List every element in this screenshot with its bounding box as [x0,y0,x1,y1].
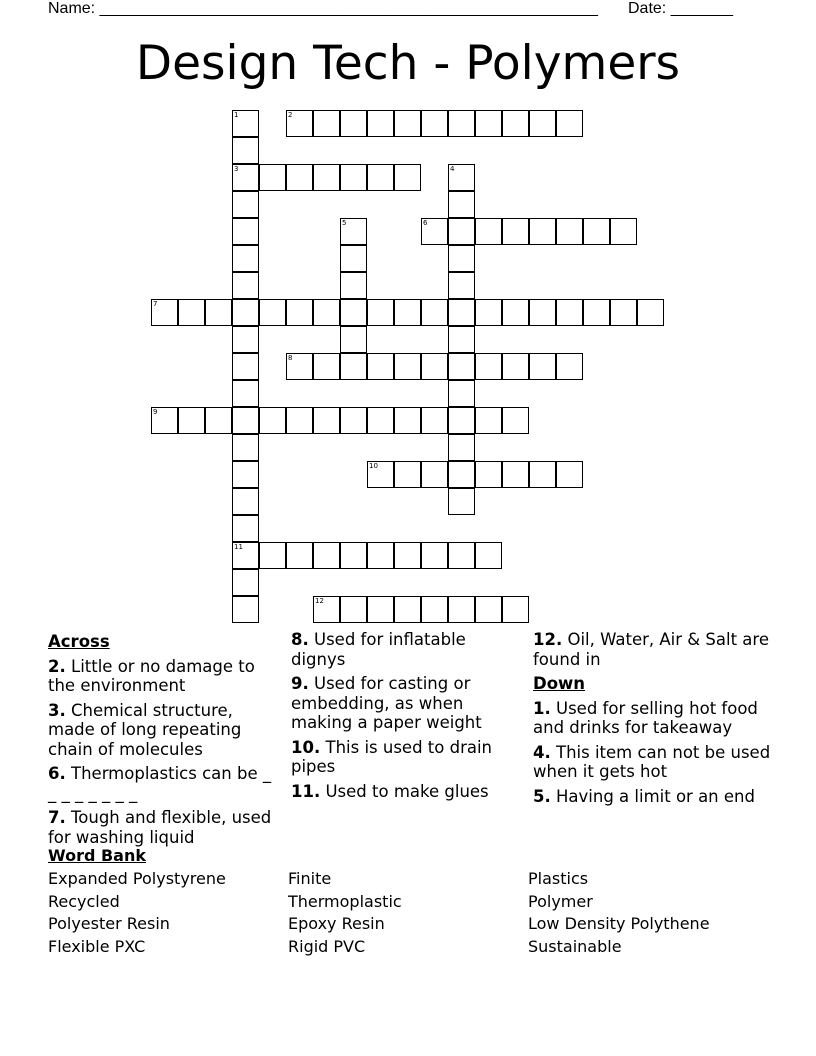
crossword-cell[interactable] [232,110,259,137]
crossword-cell[interactable] [340,407,367,434]
clue-number: 7 [153,300,158,308]
clue-column-1 [48,630,278,852]
crossword-cell[interactable] [394,461,421,488]
crossword-cell[interactable] [421,461,448,488]
word-bank-column-2 [288,868,402,958]
crossword-cell[interactable] [448,164,475,191]
crossword-cell[interactable] [475,596,502,623]
crossword-cell[interactable] [475,407,502,434]
crossword-cell[interactable] [421,218,448,245]
across-heading: Across [48,632,110,651]
crossword-cell[interactable] [394,110,421,137]
crossword-cell[interactable] [475,218,502,245]
crossword-cell[interactable] [232,353,259,380]
crossword-cell[interactable] [232,299,259,326]
clue-down-4: 4. This item can not be used when it gets hot [533,742,771,781]
crossword-cell[interactable] [367,299,394,326]
word-bank-item: Rigid PVC [288,936,366,956]
crossword-cell[interactable] [448,245,475,272]
crossword-cell[interactable] [367,110,394,137]
crossword-cell[interactable] [448,434,475,461]
crossword-cell[interactable] [394,299,421,326]
crossword-cell[interactable] [340,326,367,353]
crossword-cell[interactable] [529,353,556,380]
clue-number: 10 [369,462,378,470]
down-heading: Down [533,674,586,693]
crossword-cell[interactable] [340,299,367,326]
word-bank-item: Finite [288,869,332,888]
crossword-cell[interactable] [610,218,637,245]
clue-number: 12 [315,597,324,605]
word-bank-item: Flexible PXC [48,936,146,956]
crossword-cell[interactable] [610,299,637,326]
word-bank-item: Expanded Polystyrene [48,869,226,888]
crossword-cell[interactable] [232,461,259,488]
clue-down-5: 5. Having a limit or an end [533,786,755,806]
crossword-cell[interactable] [421,299,448,326]
crossword-cell[interactable] [232,488,259,515]
crossword-cell[interactable] [448,326,475,353]
crossword-cell[interactable] [448,461,475,488]
crossword-cell[interactable] [232,569,259,596]
crossword-cell[interactable] [232,380,259,407]
clue-column-2 [291,630,519,806]
clue-number: 1 [234,111,239,119]
crossword-cell[interactable] [205,299,232,326]
page-title: Design Tech - Polymers [135,36,681,91]
crossword-cell[interactable] [502,353,529,380]
crossword-cell[interactable] [448,299,475,326]
crossword-cell[interactable] [205,407,232,434]
crossword-cell[interactable] [394,353,421,380]
crossword-cell[interactable] [340,353,367,380]
crossword-cell[interactable] [394,542,421,569]
word-bank-item: Polymer [528,891,593,911]
crossword-cell[interactable] [340,272,367,299]
crossword-cell[interactable] [637,299,664,326]
crossword-cell[interactable] [421,596,448,623]
clue-across-7: 7. Tough and flexible, used for washing liquid [48,808,272,847]
crossword-cell[interactable] [340,110,367,137]
crossword-cell[interactable] [367,461,394,488]
crossword-cell[interactable] [367,353,394,380]
crossword-cell[interactable] [502,218,529,245]
crossword-cell[interactable] [367,164,394,191]
crossword-cell[interactable] [232,515,259,542]
word-bank-item: Epoxy Resin [288,914,385,933]
crossword-cell[interactable] [232,326,259,353]
clue-number: 9 [153,408,158,416]
crossword-cell[interactable] [502,407,529,434]
crossword-cell[interactable] [448,407,475,434]
crossword-cell[interactable] [313,407,340,434]
crossword-cell[interactable] [448,542,475,569]
crossword-cell[interactable] [583,299,610,326]
clue-across-2: 2. Little or no damage to the environment [48,656,255,695]
clue-number: 11 [234,543,243,551]
crossword-cell[interactable] [232,137,259,164]
clue-across-6: 6. Thermoplastics can be _ _ _ _ _ _ _ _ [48,764,272,803]
clue-number: 8 [288,354,293,362]
word-bank-item: Plastics [528,869,589,888]
crossword-cell[interactable] [340,245,367,272]
crossword-cell[interactable] [259,542,286,569]
crossword-cell[interactable] [313,542,340,569]
crossword-cell[interactable] [313,164,340,191]
crossword-cell[interactable] [448,596,475,623]
crossword-cell[interactable] [529,461,556,488]
crossword-cell[interactable] [232,245,259,272]
crossword-cell[interactable] [529,218,556,245]
clue-across-9: 9. Used for casting or embedding, as when making a paper weight [291,674,482,732]
crossword-cell[interactable] [313,596,340,623]
crossword-cell[interactable] [448,110,475,137]
word-bank-item: Recycled [48,891,120,911]
crossword-cell[interactable] [475,110,502,137]
date-line: Date: _______ [628,0,733,17]
crossword-cell[interactable] [286,164,313,191]
crossword-cell[interactable] [232,272,259,299]
crossword-cell[interactable] [394,407,421,434]
crossword-cell[interactable] [394,164,421,191]
crossword-cell[interactable] [502,461,529,488]
crossword-cell[interactable] [475,299,502,326]
name-line: Name: ________________________________________________________ [48,0,598,17]
word-bank-column-3 [528,868,710,958]
crossword-cell[interactable] [286,407,313,434]
clue-number: 4 [450,165,455,173]
crossword-cell[interactable] [367,542,394,569]
crossword-cell[interactable] [394,596,421,623]
clue-number: 5 [342,219,347,227]
crossword-cell[interactable] [286,542,313,569]
crossword-cell[interactable] [448,353,475,380]
crossword-cell[interactable] [340,596,367,623]
word-bank-heading: Word Bank [48,846,147,865]
crossword-cell[interactable] [421,407,448,434]
clue-column-3 [533,630,773,811]
crossword-cell[interactable] [232,218,259,245]
crossword-cell[interactable] [151,407,178,434]
crossword-cell[interactable] [448,191,475,218]
crossword-cell[interactable] [502,299,529,326]
crossword-cell[interactable] [340,164,367,191]
crossword-cell[interactable] [286,299,313,326]
crossword-cell[interactable] [583,218,610,245]
crossword-cell[interactable] [367,596,394,623]
clue-across-12: 12. Oil, Water, Air & Salt are found in [533,630,769,669]
clue-number: 6 [423,219,428,227]
crossword-cell[interactable] [340,542,367,569]
crossword-cell[interactable] [232,434,259,461]
crossword-cell[interactable] [421,110,448,137]
crossword-cell[interactable] [502,596,529,623]
clue-number: 3 [234,165,239,173]
crossword-cell[interactable] [232,164,259,191]
crossword-cell[interactable] [232,407,259,434]
crossword-cell[interactable] [556,353,583,380]
crossword-cell[interactable] [502,110,529,137]
crossword-cell[interactable] [448,488,475,515]
clue-across-3: 3. Chemical structure, made of long repeating chain of molecules [48,700,242,759]
clue-across-11: 11. Used to make glues [291,781,489,801]
crossword-cell[interactable] [529,299,556,326]
crossword-cell[interactable] [556,299,583,326]
crossword-cell[interactable] [367,407,394,434]
crossword-cell[interactable] [178,299,205,326]
crossword-cell[interactable] [529,110,556,137]
crossword-cell[interactable] [421,542,448,569]
clue-down-1: 1. Used for selling hot food and drinks for takeaway [533,698,758,737]
crossword-cell[interactable] [448,272,475,299]
word-bank-item: Sustainable [528,936,622,956]
crossword-cell[interactable] [340,218,367,245]
crossword-cell[interactable] [259,407,286,434]
crossword-cell[interactable] [286,110,313,137]
crossword-cell[interactable] [232,191,259,218]
crossword-cell[interactable] [151,299,178,326]
crossword-cell[interactable] [313,110,340,137]
crossword-cell[interactable] [448,218,475,245]
word-bank-item: Low Density Polythene [528,914,710,933]
crossword-cell[interactable] [286,353,313,380]
crossword-cell[interactable] [178,407,205,434]
word-bank-item: Thermoplastic [288,891,402,911]
crossword-cell[interactable] [556,110,583,137]
clue-across-8: 8. Used for inflatable dignys [291,630,466,669]
crossword-cell[interactable] [556,461,583,488]
word-bank-column-1 [48,868,226,958]
crossword-cell[interactable] [556,218,583,245]
crossword-cell[interactable] [313,299,340,326]
crossword-cell[interactable] [259,164,286,191]
clue-number: 2 [288,111,293,119]
clue-across-10: 10. This is used to drain pipes [291,737,493,776]
crossword-cell[interactable] [232,596,259,623]
crossword-cell[interactable] [313,353,340,380]
crossword-cell[interactable] [421,353,448,380]
crossword-cell[interactable] [448,380,475,407]
crossword-cell[interactable] [232,542,259,569]
crossword-cell[interactable] [475,353,502,380]
crossword-cell[interactable] [475,461,502,488]
crossword-cell[interactable] [475,542,502,569]
word-bank-item: Polyester Resin [48,914,170,933]
crossword-cell[interactable] [259,299,286,326]
